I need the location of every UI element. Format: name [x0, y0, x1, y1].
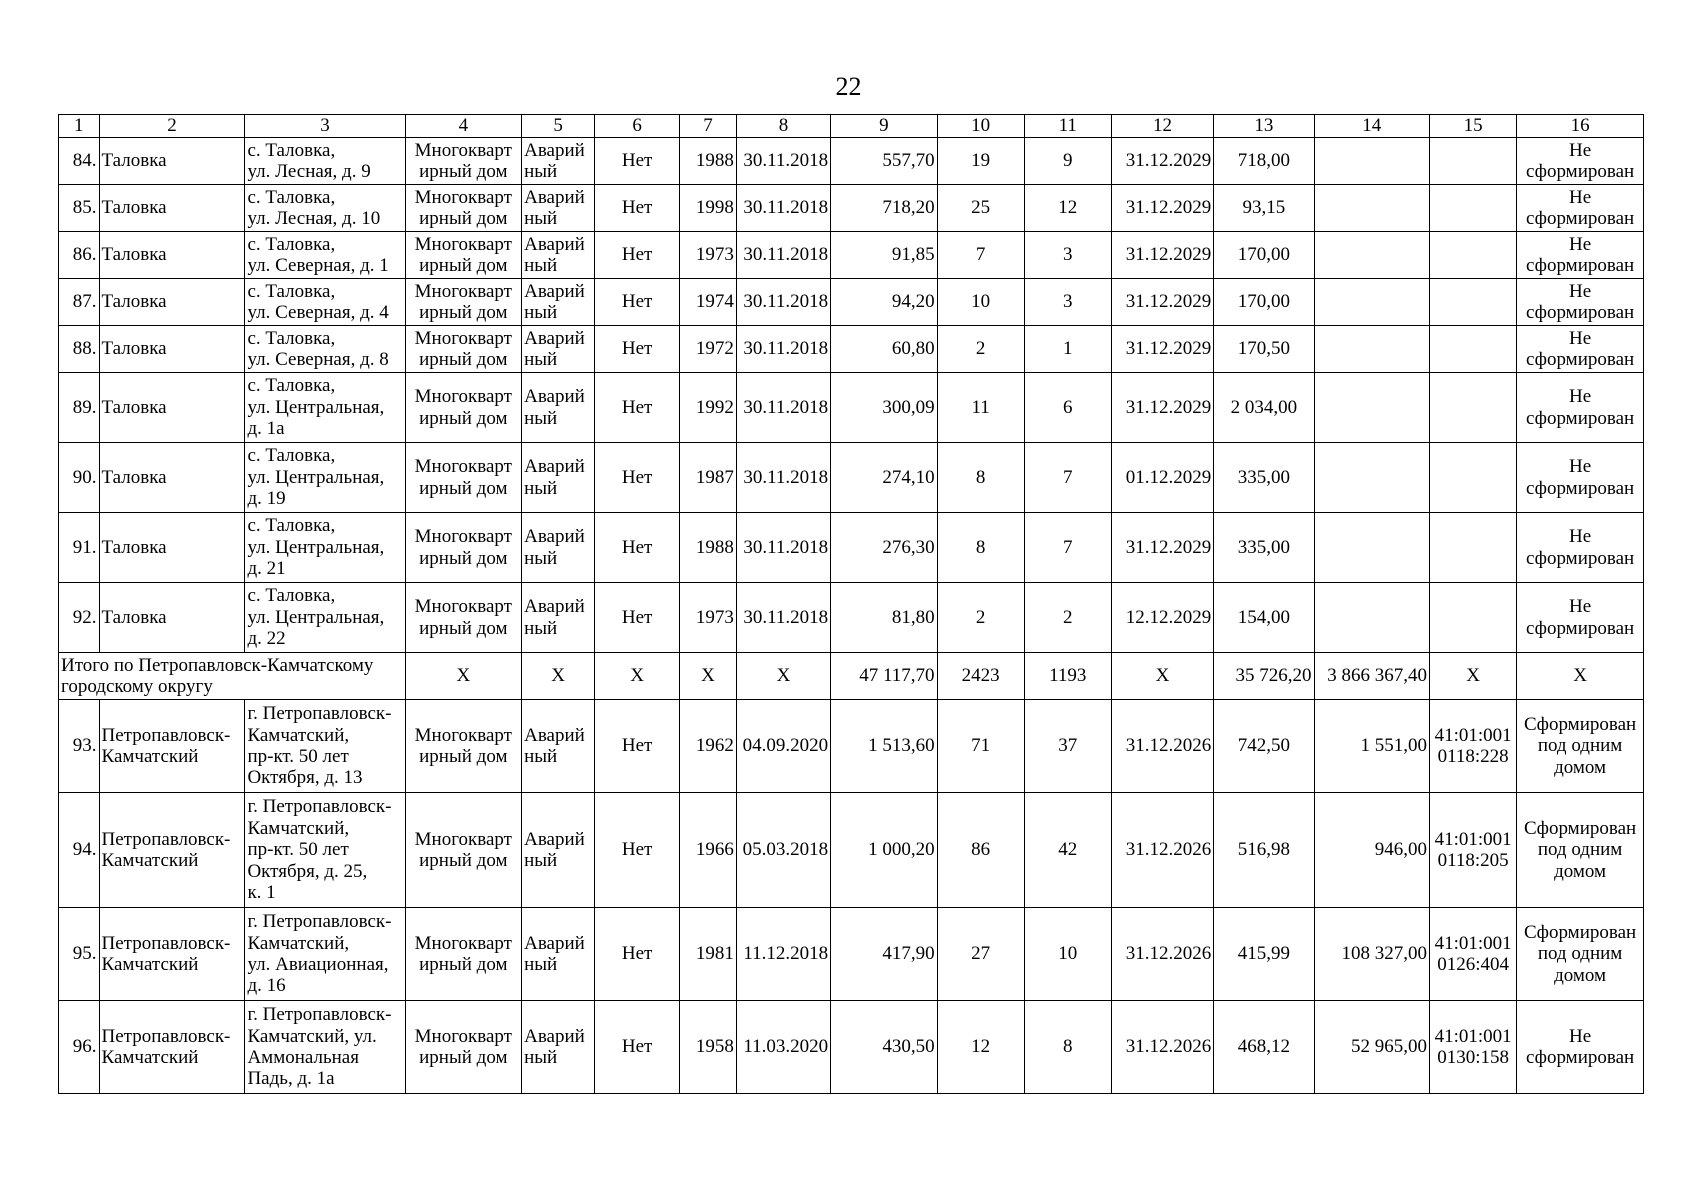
table-row [59, 279, 1644, 326]
total-cell: 3 866 367,40 [1314, 653, 1430, 700]
cost-cell: 2 034,00 [1214, 373, 1314, 443]
house-type-cell: Многокварт ирный дом [405, 443, 522, 513]
date-recognized-cell: 30.11.2018 [736, 326, 830, 373]
column-number-row [59, 115, 1644, 138]
page-number: 22 [835, 72, 862, 101]
column-number-12: 12 [1111, 115, 1213, 138]
address-cell: с. Таловка, ул. Лесная, д. 10 [245, 185, 405, 232]
address-cell: г. Петропавловск- Камчатский, ул. Аммональная Падь, д. 1а [245, 1001, 405, 1094]
condition-cell: Аварий ный [522, 513, 595, 583]
column-number-9: 9 [831, 115, 937, 138]
year-built-cell: 1998 [680, 185, 737, 232]
date-recognized-cell: 30.11.2018 [736, 373, 830, 443]
land-status-cell: Не сформирован [1517, 279, 1644, 326]
house-type-cell: Многокварт ирный дом [405, 513, 522, 583]
date-recognized-cell: 05.03.2018 [736, 793, 830, 908]
land-status-cell: Не сформирован [1517, 232, 1644, 279]
year-built-cell: 1973 [680, 583, 737, 653]
table-row [59, 908, 1644, 1001]
cost-cell: 718,00 [1214, 138, 1314, 185]
condition-cell: Аварий ный [522, 583, 595, 653]
table-row [59, 1001, 1644, 1094]
settlement-cell: Таловка [99, 326, 245, 373]
cost-cell: 335,00 [1214, 443, 1314, 513]
planned-date-cell: 12.12.2029 [1111, 583, 1213, 653]
year-built-cell: 1974 [680, 279, 737, 326]
row-number-cell: 85. [59, 185, 100, 232]
settlement-cell: Таловка [99, 279, 245, 326]
cost-alt-cell: 52 965,00 [1314, 1001, 1430, 1094]
house-type-cell: Многокварт ирный дом [405, 793, 522, 908]
year-built-cell: 1988 [680, 513, 737, 583]
area-cell: 300,09 [831, 373, 937, 443]
residents-cell: 19 [937, 138, 1024, 185]
residents-cell: 12 [937, 1001, 1024, 1094]
total-cell: X [522, 653, 595, 700]
apartments-cell: 10 [1024, 908, 1111, 1001]
planned-date-cell: 31.12.2029 [1111, 185, 1213, 232]
total-cell: 2423 [937, 653, 1024, 700]
column-number-11: 11 [1024, 115, 1111, 138]
housing-registry-table [58, 114, 1644, 1094]
year-built-cell: 1966 [680, 793, 737, 908]
cost-alt-cell [1314, 443, 1430, 513]
recognized-emergency-cell: Нет [595, 793, 680, 908]
year-built-cell: 1981 [680, 908, 737, 1001]
total-cell: X [1430, 653, 1517, 700]
condition-cell: Аварий ный [522, 232, 595, 279]
date-recognized-cell: 30.11.2018 [736, 138, 830, 185]
cadastral-number-cell [1430, 326, 1517, 373]
address-cell: с. Таловка, ул. Северная, д. 1 [245, 232, 405, 279]
address-cell: с. Таловка, ул. Северная, д. 8 [245, 326, 405, 373]
house-type-cell: Многокварт ирный дом [405, 185, 522, 232]
cost-alt-cell: 1 551,00 [1314, 700, 1430, 793]
address-cell: с. Таловка, ул. Центральная, д. 22 [245, 583, 405, 653]
column-number-14: 14 [1314, 115, 1430, 138]
total-cell: 47 117,70 [831, 653, 937, 700]
address-cell: г. Петропавловск- Камчатский, пр-кт. 50 лет Октября, д. 13 [245, 700, 405, 793]
cost-alt-cell [1314, 326, 1430, 373]
apartments-cell: 7 [1024, 513, 1111, 583]
table-body [59, 115, 1644, 1094]
cost-alt-cell [1314, 583, 1430, 653]
cost-alt-cell [1314, 232, 1430, 279]
cost-cell: 170,50 [1214, 326, 1314, 373]
cadastral-number-cell [1430, 513, 1517, 583]
settlement-cell: Таловка [99, 138, 245, 185]
cost-cell: 335,00 [1214, 513, 1314, 583]
cost-cell: 742,50 [1214, 700, 1314, 793]
total-cell: X [680, 653, 737, 700]
area-cell: 417,90 [831, 908, 937, 1001]
settlement-cell: Таловка [99, 443, 245, 513]
year-built-cell: 1973 [680, 232, 737, 279]
area-cell: 274,10 [831, 443, 937, 513]
recognized-emergency-cell: Нет [595, 373, 680, 443]
date-recognized-cell: 30.11.2018 [736, 232, 830, 279]
condition-cell: Аварий ный [522, 793, 595, 908]
planned-date-cell: 31.12.2029 [1111, 326, 1213, 373]
table-row [59, 443, 1644, 513]
settlement-cell: Петропавловск- Камчатский [99, 700, 245, 793]
land-status-cell: Не сформирован [1517, 373, 1644, 443]
address-cell: с. Таловка, ул. Лесная, д. 9 [245, 138, 405, 185]
area-cell: 276,30 [831, 513, 937, 583]
date-recognized-cell: 30.11.2018 [736, 185, 830, 232]
residents-cell: 10 [937, 279, 1024, 326]
table-row [59, 326, 1644, 373]
planned-date-cell: 31.12.2029 [1111, 279, 1213, 326]
cost-alt-cell: 946,00 [1314, 793, 1430, 908]
row-number-cell: 84. [59, 138, 100, 185]
total-row [59, 653, 1644, 700]
cadastral-number-cell [1430, 138, 1517, 185]
settlement-cell: Петропавловск- Камчатский [99, 793, 245, 908]
condition-cell: Аварий ный [522, 326, 595, 373]
planned-date-cell: 31.12.2029 [1111, 513, 1213, 583]
residents-cell: 8 [937, 513, 1024, 583]
house-type-cell: Многокварт ирный дом [405, 700, 522, 793]
land-status-cell: Не сформирован [1517, 443, 1644, 513]
cost-cell: 468,12 [1214, 1001, 1314, 1094]
date-recognized-cell: 11.12.2018 [736, 908, 830, 1001]
column-number-16: 16 [1517, 115, 1644, 138]
recognized-emergency-cell: Нет [595, 1001, 680, 1094]
area-cell: 1 000,20 [831, 793, 937, 908]
date-recognized-cell: 30.11.2018 [736, 279, 830, 326]
house-type-cell: Многокварт ирный дом [405, 232, 522, 279]
planned-date-cell: 31.12.2029 [1111, 373, 1213, 443]
settlement-cell: Таловка [99, 373, 245, 443]
cost-cell: 170,00 [1214, 232, 1314, 279]
settlement-cell: Таловка [99, 232, 245, 279]
apartments-cell: 3 [1024, 232, 1111, 279]
cadastral-number-cell [1430, 443, 1517, 513]
total-cell: 1193 [1024, 653, 1111, 700]
land-status-cell: Не сформирован [1517, 138, 1644, 185]
cadastral-number-cell [1430, 232, 1517, 279]
recognized-emergency-cell: Нет [595, 908, 680, 1001]
residents-cell: 11 [937, 373, 1024, 443]
table-row [59, 793, 1644, 908]
column-number-1: 1 [59, 115, 100, 138]
year-built-cell: 1988 [680, 138, 737, 185]
area-cell: 718,20 [831, 185, 937, 232]
recognized-emergency-cell: Нет [595, 443, 680, 513]
land-status-cell: Не сформирован [1517, 185, 1644, 232]
house-type-cell: Многокварт ирный дом [405, 583, 522, 653]
apartments-cell: 12 [1024, 185, 1111, 232]
residents-cell: 25 [937, 185, 1024, 232]
cost-alt-cell: 108 327,00 [1314, 908, 1430, 1001]
cadastral-number-cell [1430, 583, 1517, 653]
land-status-cell: Не сформирован [1517, 513, 1644, 583]
settlement-cell: Таловка [99, 185, 245, 232]
condition-cell: Аварий ный [522, 1001, 595, 1094]
column-number-5: 5 [522, 115, 595, 138]
apartments-cell: 1 [1024, 326, 1111, 373]
address-cell: с. Таловка, ул. Центральная, д. 19 [245, 443, 405, 513]
date-recognized-cell: 04.09.2020 [736, 700, 830, 793]
date-recognized-cell: 11.03.2020 [736, 1001, 830, 1094]
cadastral-number-cell: 41:01:001 0130:158 [1430, 1001, 1517, 1094]
recognized-emergency-cell: Нет [595, 138, 680, 185]
date-recognized-cell: 30.11.2018 [736, 443, 830, 513]
planned-date-cell: 31.12.2026 [1111, 1001, 1213, 1094]
area-cell: 60,80 [831, 326, 937, 373]
area-cell: 81,80 [831, 583, 937, 653]
residents-cell: 86 [937, 793, 1024, 908]
row-number-cell: 89. [59, 373, 100, 443]
settlement-cell: Петропавловск- Камчатский [99, 908, 245, 1001]
cost-cell: 415,99 [1214, 908, 1314, 1001]
area-cell: 94,20 [831, 279, 937, 326]
recognized-emergency-cell: Нет [595, 279, 680, 326]
row-number-cell: 94. [59, 793, 100, 908]
area-cell: 430,50 [831, 1001, 937, 1094]
house-type-cell: Многокварт ирный дом [405, 1001, 522, 1094]
residents-cell: 27 [937, 908, 1024, 1001]
land-status-cell: Не сформирован [1517, 326, 1644, 373]
apartments-cell: 7 [1024, 443, 1111, 513]
row-number-cell: 86. [59, 232, 100, 279]
table-row [59, 700, 1644, 793]
land-status-cell: Не сформирован [1517, 1001, 1644, 1094]
cost-alt-cell [1314, 513, 1430, 583]
apartments-cell: 2 [1024, 583, 1111, 653]
cadastral-number-cell [1430, 279, 1517, 326]
total-label: Итого по Петропавловск-Камчатскому городскому округу [59, 653, 406, 700]
column-number-4: 4 [405, 115, 522, 138]
apartments-cell: 9 [1024, 138, 1111, 185]
recognized-emergency-cell: Нет [595, 232, 680, 279]
row-number-cell: 90. [59, 443, 100, 513]
table-row [59, 583, 1644, 653]
year-built-cell: 1987 [680, 443, 737, 513]
condition-cell: Аварий ный [522, 185, 595, 232]
recognized-emergency-cell: Нет [595, 583, 680, 653]
recognized-emergency-cell: Нет [595, 326, 680, 373]
column-number-6: 6 [595, 115, 680, 138]
residents-cell: 2 [937, 583, 1024, 653]
land-status-cell: Сформирован под одним домом [1517, 793, 1644, 908]
year-built-cell: 1992 [680, 373, 737, 443]
apartments-cell: 8 [1024, 1001, 1111, 1094]
cost-cell: 93,15 [1214, 185, 1314, 232]
row-number-cell: 88. [59, 326, 100, 373]
planned-date-cell: 31.12.2029 [1111, 138, 1213, 185]
year-built-cell: 1958 [680, 1001, 737, 1094]
condition-cell: Аварий ный [522, 443, 595, 513]
planned-date-cell: 31.12.2026 [1111, 793, 1213, 908]
settlement-cell: Таловка [99, 513, 245, 583]
cadastral-number-cell [1430, 373, 1517, 443]
apartments-cell: 37 [1024, 700, 1111, 793]
cadastral-number-cell: 41:01:001 0118:205 [1430, 793, 1517, 908]
table-row [59, 185, 1644, 232]
cost-alt-cell [1314, 185, 1430, 232]
column-number-3: 3 [245, 115, 405, 138]
land-status-cell: Не сформирован [1517, 583, 1644, 653]
house-type-cell: Многокварт ирный дом [405, 326, 522, 373]
row-number-cell: 93. [59, 700, 100, 793]
condition-cell: Аварий ный [522, 373, 595, 443]
area-cell: 91,85 [831, 232, 937, 279]
house-type-cell: Многокварт ирный дом [405, 373, 522, 443]
land-status-cell: Сформирован под одним домом [1517, 908, 1644, 1001]
date-recognized-cell: 30.11.2018 [736, 513, 830, 583]
condition-cell: Аварий ный [522, 138, 595, 185]
house-type-cell: Многокварт ирный дом [405, 908, 522, 1001]
total-cell: X [1111, 653, 1213, 700]
cost-alt-cell [1314, 373, 1430, 443]
row-number-cell: 87. [59, 279, 100, 326]
condition-cell: Аварий ный [522, 908, 595, 1001]
condition-cell: Аварий ный [522, 279, 595, 326]
year-built-cell: 1962 [680, 700, 737, 793]
column-number-15: 15 [1430, 115, 1517, 138]
table-row [59, 138, 1644, 185]
cost-cell: 154,00 [1214, 583, 1314, 653]
column-number-13: 13 [1214, 115, 1314, 138]
planned-date-cell: 31.12.2026 [1111, 908, 1213, 1001]
recognized-emergency-cell: Нет [595, 700, 680, 793]
residents-cell: 8 [937, 443, 1024, 513]
area-cell: 557,70 [831, 138, 937, 185]
house-type-cell: Многокварт ирный дом [405, 279, 522, 326]
residents-cell: 71 [937, 700, 1024, 793]
row-number-cell: 92. [59, 583, 100, 653]
recognized-emergency-cell: Нет [595, 513, 680, 583]
address-cell: с. Таловка, ул. Центральная, д. 1а [245, 373, 405, 443]
row-number-cell: 95. [59, 908, 100, 1001]
cost-cell: 516,98 [1214, 793, 1314, 908]
settlement-cell: Таловка [99, 583, 245, 653]
apartments-cell: 42 [1024, 793, 1111, 908]
year-built-cell: 1972 [680, 326, 737, 373]
cost-alt-cell [1314, 138, 1430, 185]
recognized-emergency-cell: Нет [595, 185, 680, 232]
residents-cell: 2 [937, 326, 1024, 373]
residents-cell: 7 [937, 232, 1024, 279]
total-cell: 35 726,20 [1214, 653, 1314, 700]
column-number-8: 8 [736, 115, 830, 138]
total-cell: X [736, 653, 830, 700]
planned-date-cell: 31.12.2029 [1111, 232, 1213, 279]
cost-alt-cell [1314, 279, 1430, 326]
cadastral-number-cell: 41:01:001 0126:404 [1430, 908, 1517, 1001]
address-cell: с. Таловка, ул. Северная, д. 4 [245, 279, 405, 326]
column-number-7: 7 [680, 115, 737, 138]
cost-cell: 170,00 [1214, 279, 1314, 326]
address-cell: г. Петропавловск- Камчатский, ул. Авиационная, д. 16 [245, 908, 405, 1001]
planned-date-cell: 31.12.2026 [1111, 700, 1213, 793]
area-cell: 1 513,60 [831, 700, 937, 793]
table-row [59, 513, 1644, 583]
address-cell: с. Таловка, ул. Центральная, д. 21 [245, 513, 405, 583]
row-number-cell: 96. [59, 1001, 100, 1094]
apartments-cell: 6 [1024, 373, 1111, 443]
total-cell: X [595, 653, 680, 700]
row-number-cell: 91. [59, 513, 100, 583]
settlement-cell: Петропавловск- Камчатский [99, 1001, 245, 1094]
cadastral-number-cell [1430, 185, 1517, 232]
column-number-2: 2 [99, 115, 245, 138]
land-status-cell: Сформирован под одним домом [1517, 700, 1644, 793]
apartments-cell: 3 [1024, 279, 1111, 326]
planned-date-cell: 01.12.2029 [1111, 443, 1213, 513]
table-row [59, 373, 1644, 443]
total-cell: X [1517, 653, 1644, 700]
date-recognized-cell: 30.11.2018 [736, 583, 830, 653]
column-number-10: 10 [937, 115, 1024, 138]
cadastral-number-cell: 41:01:001 0118:228 [1430, 700, 1517, 793]
condition-cell: Аварий ный [522, 700, 595, 793]
table-row [59, 232, 1644, 279]
total-cell: X [405, 653, 522, 700]
address-cell: г. Петропавловск- Камчатский, пр-кт. 50 лет Октября, д. 25, к. 1 [245, 793, 405, 908]
house-type-cell: Многокварт ирный дом [405, 138, 522, 185]
